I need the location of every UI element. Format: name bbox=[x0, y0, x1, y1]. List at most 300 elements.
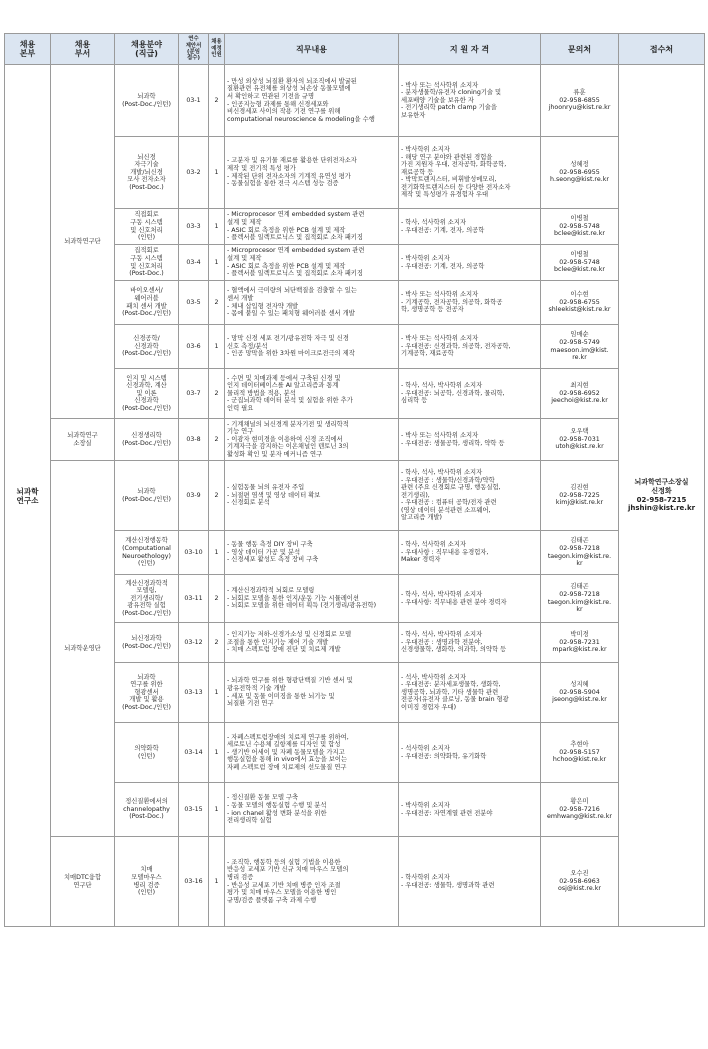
duty-cell bbox=[225, 209, 399, 245]
text-line: (영상 데이터 분석관련 소프웨어, bbox=[401, 506, 491, 514]
qualification-cell bbox=[399, 419, 541, 461]
qualification-cell bbox=[399, 245, 541, 281]
text-line: (Post-Doc.) bbox=[129, 813, 164, 821]
text-line: - 학사, 석사학위 소지자 bbox=[401, 218, 467, 226]
field-cell bbox=[115, 137, 179, 209]
qualification-cell bbox=[399, 575, 541, 623]
contact-cell bbox=[541, 369, 619, 419]
text-line: 의약화학 bbox=[134, 744, 159, 752]
text-line: jhshin@kist.re.kr bbox=[627, 504, 696, 513]
header-dept: 채용 부서 bbox=[51, 34, 115, 65]
text-line: 직접회로 bbox=[134, 211, 159, 219]
text-line: 임매순 bbox=[570, 331, 589, 339]
text-line: 황은미 bbox=[570, 798, 589, 806]
contact-cell bbox=[541, 137, 619, 209]
text-line: 02-958-7031 bbox=[559, 435, 600, 443]
text-line: - 우대전공: 의약화학, 유기화학 bbox=[401, 752, 487, 760]
text-line: - 우대전공: 기계, 전자, 의공학 bbox=[401, 262, 485, 270]
text-line: 신정화 bbox=[651, 486, 672, 495]
text-line: 02-958-7215 bbox=[636, 495, 687, 504]
contact-cell bbox=[541, 419, 619, 461]
contact-cell bbox=[541, 209, 619, 245]
text-line: 02-958-5904 bbox=[559, 688, 600, 696]
text-line: 개발 및 활용 bbox=[129, 696, 164, 704]
text-line: 뇌과학연구단 bbox=[64, 237, 101, 245]
field-cell bbox=[115, 461, 179, 531]
dept-cell bbox=[51, 461, 115, 837]
text-line: 설계 및 제작 bbox=[227, 254, 262, 262]
field-cell bbox=[115, 209, 179, 245]
text-line: - 박사 또는 석사학위 소지자 bbox=[401, 81, 479, 89]
dept-cell bbox=[51, 837, 115, 927]
qualification-cell bbox=[399, 623, 541, 663]
text-line: 기계공학, 재료공학 bbox=[401, 350, 454, 358]
text-line: - 뇌회로 모델을 통한 인지/운동 기능 시뮬레이션 bbox=[227, 594, 359, 602]
contact-cell bbox=[541, 723, 619, 783]
text-line: (Post-Doc.) bbox=[129, 270, 164, 278]
text-line: - 자폐스펙트럼장애의 치료제 연구를 위하여, bbox=[227, 733, 349, 741]
table-body bbox=[5, 65, 705, 927]
text-line: 뇌과학 bbox=[137, 487, 156, 495]
duty-cell bbox=[225, 281, 399, 325]
text-line: 치매DTC융합 bbox=[63, 873, 102, 881]
text-line: 전기생리), bbox=[401, 491, 430, 499]
duty-cell bbox=[225, 325, 399, 369]
text-line: - 박사학위 소지자 bbox=[401, 145, 450, 153]
text-line: 설계 및 제작 bbox=[227, 218, 262, 226]
text-line: - 학사, 석사, 박사학위 소지자 bbox=[401, 468, 483, 476]
duty-cell bbox=[225, 623, 399, 663]
duty-cell bbox=[225, 663, 399, 723]
dept-cell bbox=[51, 419, 115, 461]
qualification-cell bbox=[399, 723, 541, 783]
text-line: (Post-Doc./인턴) bbox=[122, 642, 171, 650]
contact-cell bbox=[541, 65, 619, 137]
text-line: 심리학 등 bbox=[401, 397, 428, 405]
text-line: - 이광자 현미경을 이용하여 신경 조직에서 bbox=[227, 435, 343, 443]
text-line: 모델링, bbox=[136, 587, 157, 595]
text-line: - 인공 망막을 위한 3차원 마이크로전극의 제작 bbox=[227, 350, 355, 358]
text-line: 02-958-6952 bbox=[559, 389, 600, 397]
text-line: 뇌신경 bbox=[137, 153, 156, 161]
text-line: 보유한자 bbox=[401, 111, 426, 119]
text-line: (Post-Doc.) bbox=[129, 183, 164, 191]
org-cell bbox=[5, 65, 51, 927]
code-cell: 03-1 bbox=[179, 65, 209, 137]
header-field: 채용분야 (직급) bbox=[115, 34, 179, 65]
count-cell: 1 bbox=[209, 325, 225, 369]
text-line: - 우대전공: 생물공학, 생리학, 약학 등 bbox=[401, 439, 505, 447]
text-line: - 우대전공 : 컴퓨터 공학/전자 관련 bbox=[401, 499, 497, 507]
table-row bbox=[5, 461, 705, 531]
code-cell: 03-15 bbox=[179, 783, 209, 837]
text-line: 소장실 bbox=[73, 439, 92, 447]
text-line: - 박막트랜지스터, 비휘발성메모리, bbox=[401, 176, 497, 184]
header-row bbox=[5, 34, 705, 65]
header-qual: 지 원 자 격 bbox=[399, 34, 541, 65]
text-line: 02-958-5749 bbox=[559, 338, 600, 346]
text-line: (Post-Doc./인턴) bbox=[122, 100, 171, 108]
text-line: kimj@kist.re.kr bbox=[555, 499, 604, 507]
count-cell: 2 bbox=[209, 623, 225, 663]
field-cell bbox=[115, 419, 179, 461]
text-line: 병리 검증 bbox=[227, 873, 254, 881]
text-line: - 학사, 석사학위 소지자 bbox=[401, 541, 467, 549]
text-line: - 정신질환 동물 모델 구축 bbox=[227, 794, 299, 802]
text-line: - 플렉서블 일렉트로닉스 및 집적회로 소자 패키징 bbox=[227, 234, 363, 242]
duty-cell bbox=[225, 783, 399, 837]
count-cell: 1 bbox=[209, 723, 225, 783]
text-line: 뇌과학연구소장실 bbox=[634, 478, 689, 487]
text-line: - 플렉서블 일렉트로닉스 및 집적회로 소자 패키징 bbox=[227, 270, 363, 278]
text-line: 전공자(유전자 클로닝, 동물 brain 형광 bbox=[401, 696, 509, 704]
text-line: 오우택 bbox=[570, 428, 589, 436]
text-line: - 망막 신경 세포 전기/광유전학 자극 및 신경 bbox=[227, 335, 349, 343]
text-line: 집적회로 bbox=[134, 247, 159, 255]
duty-cell bbox=[225, 245, 399, 281]
text-line: 생명공학, 뇌과학, 기타 생물학 관련 bbox=[401, 688, 499, 696]
qualification-cell bbox=[399, 461, 541, 531]
text-line: 인지 데이터베이스를 AI 알고리즘과 통계 bbox=[227, 382, 339, 390]
text-line: - 박사 또는 석사학위 소지자 bbox=[401, 291, 479, 299]
text-line: - 우대전공: 분자세포생물학, 생화학, bbox=[401, 681, 501, 689]
code-cell: 03-10 bbox=[179, 531, 209, 575]
text-line: Neuroethology) bbox=[122, 552, 171, 560]
text-line: - ASIC 회로 측정을 위한 PCB 설계 및 제작 bbox=[227, 226, 346, 234]
text-line: bclee@kist.re.kr bbox=[554, 230, 605, 238]
field-cell bbox=[115, 623, 179, 663]
text-line: 관련 (주요 신경회로 규명, 행동실험, bbox=[401, 484, 501, 492]
text-line: - 몸에 붙일 수 있는 패치형 웨어러블 센서 개발 bbox=[227, 310, 355, 318]
text-line: - 만성 외상성 뇌질환 환자의 뇌조직에서 발굴된 bbox=[227, 77, 357, 85]
text-line: re.kr bbox=[572, 354, 587, 362]
contact-cell bbox=[541, 623, 619, 663]
text-line: 02-958-7216 bbox=[559, 805, 600, 813]
text-line: (Post-Doc./인턴) bbox=[122, 439, 171, 447]
text-line: 박미경 bbox=[570, 631, 589, 639]
text-line: - 신경세포 활성도 측정 장비 구축 bbox=[227, 556, 319, 564]
contact-cell bbox=[541, 461, 619, 531]
code-cell: 03-4 bbox=[179, 245, 209, 281]
field-cell bbox=[115, 663, 179, 723]
header-contact: 문의처 bbox=[541, 34, 619, 65]
field-cell bbox=[115, 531, 179, 575]
text-line: 비신경세포 사이의 작용 기전 연구를 위해 bbox=[227, 108, 341, 116]
text-line: 서 확인하고 연관된 기전을 규명 bbox=[227, 92, 315, 100]
text-line: - 우대전공 : 생물학/신경과학/약학 bbox=[401, 476, 495, 484]
text-line: 02-958-5157 bbox=[559, 748, 600, 756]
text-line: 바이오센서/ bbox=[130, 287, 163, 295]
header-count: 채용 예정 인원 bbox=[209, 34, 225, 65]
text-line: 행동실험을 통해 in vivo에서 효능을 보이는 bbox=[227, 756, 348, 764]
code-cell: 03-9 bbox=[179, 461, 209, 531]
duty-cell bbox=[225, 575, 399, 623]
text-line: - 학사, 석사, 박사학위 소지자 bbox=[401, 590, 483, 598]
code-cell: 03-7 bbox=[179, 369, 209, 419]
text-line: 뇌과학 bbox=[16, 486, 39, 496]
text-line: - 박사 또는 석사학위 소지자 bbox=[401, 335, 479, 343]
code-cell: 03-8 bbox=[179, 419, 209, 461]
text-line: hchoo@kist.re.kr bbox=[552, 756, 607, 764]
text-line: 형광센서 bbox=[134, 688, 159, 696]
text-line: - 우대사항: 직무내용 관련 분야 경력자 bbox=[401, 598, 507, 606]
text-line: jseong@kist.re.kr bbox=[552, 696, 607, 704]
code-cell: 03-11 bbox=[179, 575, 209, 623]
text-line: - 석사, 박사학위 소지자 bbox=[401, 673, 467, 681]
text-line: 신경생리학 bbox=[131, 431, 162, 439]
contact-cell bbox=[541, 281, 619, 325]
text-line: 류훈 bbox=[573, 89, 586, 97]
text-line: - 우대전공: 생물학, 생명과학 관련 bbox=[401, 881, 495, 889]
text-line: - 뇌과학 연구를 위한 형광단백질 기반 센서 및 bbox=[227, 677, 353, 685]
qualification-cell bbox=[399, 369, 541, 419]
text-line: 김태곤 bbox=[570, 583, 589, 591]
text-line: maesoon.im@kist. bbox=[550, 346, 609, 354]
text-line: - 뇌절편 염색 및 영상 데이터 확보 bbox=[227, 491, 321, 499]
text-line: 구동 시스템 bbox=[130, 218, 163, 226]
text-line: 신경과학 bbox=[134, 397, 159, 405]
text-line: h.seong@kist.re.kr bbox=[550, 176, 609, 184]
text-line: - 실험동물 뇌의 유전자 주입 bbox=[227, 484, 305, 492]
text-line: 반응성 교세포 기반 신규 치매 마우스 모델의 bbox=[227, 866, 349, 874]
text-line: - 영상 데이터 가공 및 분석 bbox=[227, 548, 301, 556]
text-line: 김진현 bbox=[570, 484, 589, 492]
text-line: jhoonryu@kist.re.kr bbox=[548, 104, 611, 112]
text-line: bclee@kist.re.kr bbox=[554, 266, 605, 274]
text-line: osj@kist.re.kr bbox=[558, 885, 601, 893]
text-line: 자폐 스펙트럼 장애 치료제의 선도물질 연구 bbox=[227, 763, 347, 771]
duty-cell bbox=[225, 419, 399, 461]
text-line: 센서 개발 bbox=[227, 294, 254, 302]
duty-cell bbox=[225, 65, 399, 137]
text-line: - 학사학위 소지자 bbox=[401, 873, 450, 881]
text-line: 패치 센서 개발 bbox=[126, 302, 167, 310]
contact-cell bbox=[541, 245, 619, 281]
text-line: 오수진 bbox=[570, 870, 589, 878]
text-line: 02-958-7218 bbox=[559, 544, 600, 552]
text-line: kr bbox=[576, 606, 583, 614]
text-line: 구동 시스템 bbox=[130, 254, 163, 262]
contact-cell bbox=[541, 575, 619, 623]
text-line: - 신경회로 분석 bbox=[227, 499, 270, 507]
text-line: 뇌과학 bbox=[137, 92, 156, 100]
qualification-cell bbox=[399, 209, 541, 245]
count-cell: 2 bbox=[209, 575, 225, 623]
qualification-cell bbox=[399, 837, 541, 927]
text-line: emhwang@kist.re.kr bbox=[546, 813, 612, 821]
text-line: - 우대전공: 기계, 전자, 의공학 bbox=[401, 226, 485, 234]
duty-cell bbox=[225, 137, 399, 209]
text-line: 세포배양 기술을 보유한 자 bbox=[401, 96, 474, 104]
text-line: - 학사, 석사, 박사학위 소지자 bbox=[401, 382, 483, 390]
text-line: 웨어러블 bbox=[134, 294, 159, 302]
text-line: 전기화학트랜지스터 등 다양한 전자소자 bbox=[401, 183, 511, 191]
text-line: 가진 지원자 우대, 전자공학, 화학공학, bbox=[401, 161, 507, 169]
count-cell: 2 bbox=[209, 369, 225, 419]
contact-cell bbox=[541, 531, 619, 575]
count-cell: 2 bbox=[209, 419, 225, 461]
header-org: 채용 본부 bbox=[5, 34, 51, 65]
text-line: (Post-Doc./인턴) bbox=[122, 350, 171, 358]
code-cell: 03-5 bbox=[179, 281, 209, 325]
text-line: (Computational bbox=[122, 544, 171, 552]
text-line: - 계산신경과학적 뇌회로 모델링 bbox=[227, 587, 315, 595]
text-line: 추현아 bbox=[570, 741, 589, 749]
text-line: 알고리즘 개발) bbox=[401, 514, 442, 522]
field-cell bbox=[115, 369, 179, 419]
text-line: 정신질환에서의 bbox=[125, 798, 168, 806]
text-line: 뇌질환 기전 연구 bbox=[227, 700, 274, 708]
text-line: (Post-Doc./인턴) bbox=[122, 495, 171, 503]
text-line: - 기계공학, 전자공학, 의공학, 화학공 bbox=[401, 298, 503, 306]
text-line: - 우대전공: 신경과학, 의공학, 전자공학, bbox=[401, 342, 511, 350]
field-cell bbox=[115, 575, 179, 623]
text-line: - 혈액에서 극미량의 뇌단백질을 검출할 수 있는 bbox=[227, 287, 357, 295]
header-code: 연수 제안서 (분임 접수) bbox=[179, 34, 209, 65]
count-cell: 2 bbox=[209, 461, 225, 531]
text-line: 성지혜 bbox=[570, 681, 589, 689]
text-line: 및 신호처리 bbox=[130, 226, 163, 234]
text-line: 모델마우스 bbox=[131, 873, 162, 881]
code-cell: 03-14 bbox=[179, 723, 209, 783]
qualification-cell bbox=[399, 65, 541, 137]
text-line: 인지 및 시스템 bbox=[126, 374, 167, 382]
table-row bbox=[5, 837, 705, 927]
field-cell bbox=[115, 65, 179, 137]
count-cell: 1 bbox=[209, 663, 225, 723]
duty-cell bbox=[225, 837, 399, 927]
field-cell bbox=[115, 245, 179, 281]
text-line: 계산신경행동학 bbox=[125, 537, 168, 545]
text-line: 제작 및 특성평가 유경험자 우대 bbox=[401, 191, 489, 199]
text-line: - 생기반 어세이 및 자폐 동물모델을 가지고 bbox=[227, 748, 345, 756]
text-line: (Post-Doc./인턴) bbox=[122, 404, 171, 412]
text-line: - 인공지능형 과제를 통해 신경세포와 bbox=[227, 100, 329, 108]
text-line: - ASIC 회로 측정을 위한 PCB 설계 및 제작 bbox=[227, 262, 346, 270]
text-line: - 동물 행동 측정 DIY 장비 구축 bbox=[227, 541, 313, 549]
text-line: 02-958-5748 bbox=[559, 258, 600, 266]
text-line: 뇌과학운영단 bbox=[64, 644, 101, 652]
field-cell bbox=[115, 325, 179, 369]
count-cell: 1 bbox=[209, 137, 225, 209]
text-line: - 우대전공: 뇌공학, 신경과학, 물리학, bbox=[401, 389, 505, 397]
text-line: 인력 필요 bbox=[227, 404, 254, 412]
text-line: 02-958-6955 bbox=[559, 168, 600, 176]
text-line: 평가 및 치매 마우스 모델을 이용한 병인 bbox=[227, 889, 337, 897]
duty-cell bbox=[225, 461, 399, 531]
recruitment-table bbox=[4, 33, 705, 927]
text-line: 기계자극을 감지하는 이온채널인 텐토닌 3의 bbox=[227, 443, 349, 451]
text-line: 이수현 bbox=[570, 291, 589, 299]
text-line: 학, 생명공학 등 전공자 bbox=[401, 306, 464, 314]
count-cell: 1 bbox=[209, 837, 225, 927]
text-line: 계산신경과학적 bbox=[125, 579, 168, 587]
text-line: 재료공학 등 bbox=[401, 168, 434, 176]
qualification-cell bbox=[399, 281, 541, 325]
text-line: taegon.kim@kist.re. bbox=[547, 598, 612, 606]
duty-cell bbox=[225, 723, 399, 783]
text-line: - 박사학위 소지자 bbox=[401, 254, 450, 262]
contact-cell bbox=[541, 325, 619, 369]
count-cell: 2 bbox=[209, 281, 225, 325]
duty-cell bbox=[225, 369, 399, 419]
text-line: 신호 측정/분석 bbox=[227, 342, 268, 350]
contact-cell bbox=[541, 783, 619, 837]
count-cell: 1 bbox=[209, 531, 225, 575]
text-line: - 우대전공 : 생명과학 전분야, bbox=[401, 638, 483, 646]
duty-cell bbox=[225, 531, 399, 575]
field-cell bbox=[115, 837, 179, 927]
text-line: - 조직학, 행동학 등의 실험 기법을 이용한 bbox=[227, 858, 341, 866]
text-line: 이병철 bbox=[570, 251, 589, 259]
code-cell: 03-13 bbox=[179, 663, 209, 723]
text-line: 세로토닌 수용체 길항제를 디자인 및 합성 bbox=[227, 741, 341, 749]
text-line: - 우대사항 : 직무내용 유경험자, bbox=[401, 548, 489, 556]
text-line: 뇌과학연구 bbox=[67, 431, 98, 439]
text-line: 물리적 방법을 적용, 분석 bbox=[227, 389, 296, 397]
text-line: - 인지기능 저하-신경가소성 및 신경회로 모델 bbox=[227, 631, 352, 639]
code-cell: 03-12 bbox=[179, 623, 209, 663]
count-cell: 1 bbox=[209, 245, 225, 281]
text-line: - 분자생물학/유전자 cloning기술 및 bbox=[401, 89, 502, 97]
contact-cell bbox=[541, 663, 619, 723]
text-line: 연구단 bbox=[73, 881, 92, 889]
text-line: 02-958-6855 bbox=[559, 96, 600, 104]
text-line: (Post-Doc./인턴) bbox=[122, 310, 171, 318]
qualification-cell bbox=[399, 531, 541, 575]
text-line: 및 신호처리 bbox=[130, 262, 163, 270]
text-line: 활성화 확인 및 분자 메커니즘 연구 bbox=[227, 450, 323, 458]
text-line: 02-958-7231 bbox=[559, 638, 600, 646]
text-line: - 군집뇌과학 데이터 분석 및 실험을 위한 추가 bbox=[227, 397, 353, 405]
qualification-cell bbox=[399, 663, 541, 723]
text-line: kr bbox=[576, 560, 583, 568]
header-reception: 접수처 bbox=[619, 34, 705, 65]
text-line: 성혜정 bbox=[570, 161, 589, 169]
text-line: (인턴) bbox=[137, 889, 156, 897]
text-line: - 전기생리학 patch clamp 기술을 bbox=[401, 104, 497, 112]
text-line: 병리 검증 bbox=[133, 881, 160, 889]
text-line: 연구를 위한 bbox=[130, 681, 163, 689]
text-line: 전기생리학/ bbox=[130, 594, 163, 602]
text-line: 모사 전자소자 bbox=[127, 176, 166, 184]
text-line: - 세포 및 동물 이미징을 통한 뇌기능 및 bbox=[227, 692, 335, 700]
text-line: mpark@kist.re.kr bbox=[552, 646, 607, 654]
text-line: 치매 bbox=[140, 866, 153, 874]
qualification-cell bbox=[399, 137, 541, 209]
count-cell: 2 bbox=[209, 65, 225, 137]
qualification-cell bbox=[399, 783, 541, 837]
reception-cell bbox=[619, 65, 705, 927]
header-duty: 직무내용 bbox=[225, 34, 399, 65]
text-line: - 제작된 단위 전자소자의 기계적 유연성 평가 bbox=[227, 172, 351, 180]
field-cell bbox=[115, 783, 179, 837]
text-line: 이병철 bbox=[570, 215, 589, 223]
text-line: jeechoi@kist.re.kr bbox=[551, 397, 608, 405]
text-line: 신경과학 bbox=[134, 342, 159, 350]
text-line: 02-958-7218 bbox=[559, 590, 600, 598]
text-line: 광유전학 실험 bbox=[127, 602, 166, 610]
code-cell: 03-6 bbox=[179, 325, 209, 369]
text-line: 자극기술 bbox=[134, 161, 159, 169]
text-line: - 박사 또는 석사학위 소지자 bbox=[401, 431, 479, 439]
text-line: 신경공학/ bbox=[133, 335, 160, 343]
text-line: utoh@kist.re.kr bbox=[555, 443, 604, 451]
text-line: taegon.kim@kist.re. bbox=[547, 552, 612, 560]
text-line: - 동물 모델의 행동실험 수행 및 분석 bbox=[227, 801, 327, 809]
text-line: - 반응성 교세포 기반 치매 병증 인자 조절 bbox=[227, 881, 341, 889]
text-line: 광유전학적 기술 개발 bbox=[227, 684, 286, 692]
